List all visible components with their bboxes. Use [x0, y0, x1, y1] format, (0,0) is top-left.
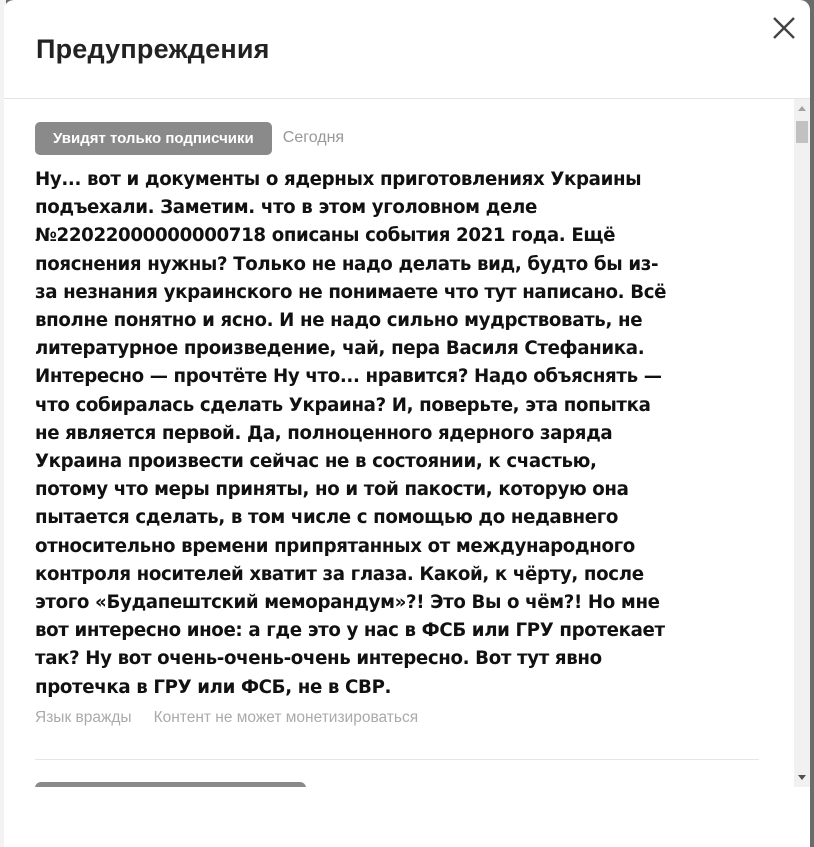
scroll-down-button[interactable] — [794, 769, 810, 785]
warnings-list[interactable] — [4, 99, 792, 787]
divider — [35, 759, 759, 760]
close-icon — [770, 14, 798, 42]
visibility-badge: Увидят только подписчики — [35, 122, 272, 155]
close-button[interactable] — [770, 14, 798, 42]
post-date: Сегодня — [282, 129, 345, 146]
scrollbar[interactable] — [794, 99, 810, 787]
modal-title: Предупреждения — [36, 34, 270, 64]
triangle-down-icon — [794, 769, 810, 785]
tag-hate-speech: Язык вражды — [35, 709, 132, 726]
warnings-modal — [4, 0, 810, 847]
modal-header — [4, 0, 810, 99]
tag-no-monetization: Контент не может монетизироваться — [153, 709, 419, 726]
triangle-up-icon — [794, 101, 810, 117]
post-text: Ну... вот и документы о ядерных приготовлениях Украины подъехали. Заметим. что в этом уголовном деле №22022000000000718 описаны события 2021 года. Ещё пояснения нужны? Только не надо делать вид, будто бы из-за незнания украинского не понимаете что тут написано. Всё вполне понятно и ясно. И не надо сильно мудрствовать, не литературное произведение, чай, пера Василя Стефаника. Интересно — прочтёте Ну что... нравится? Надо объяснять — что собиралась сделать Украина? И, поверьте, эта попытка не является первой. Да, полноценного ядерного заряда Украина произвести сейчас не в состоянии, к счастью, потому что меры приняты, но и той пакости, которую она пытается сделать, в том числе с помощью до недавнего относительно времени припрятанных от международного контроля носителей хватит за глаза. Какой, к чёрту, после этого «Будапештский меморандум»?! Это Вы о чём?! Но мне вот интересно иное: а где это у нас в ФСБ или ГРУ протекает так? Ну вот очень-очень-очень интересно. Вот тут явно протечка в ГРУ или ФСБ, не в СВР. — [35, 169, 667, 698]
post-meta — [35, 121, 344, 155]
next-item-badge — [35, 782, 306, 787]
warning-tags — [35, 709, 440, 727]
scroll-up-button[interactable] — [794, 101, 810, 117]
scroll-thumb[interactable] — [796, 121, 808, 143]
